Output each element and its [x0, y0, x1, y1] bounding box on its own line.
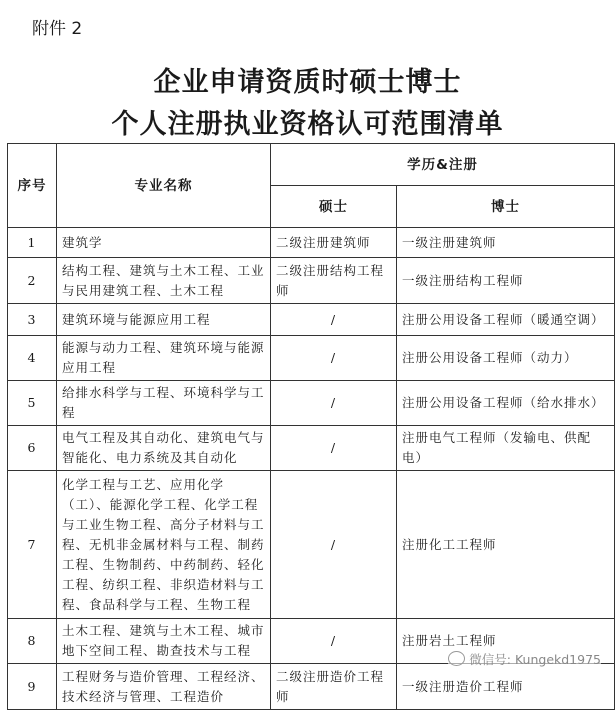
row-major: 电气工程及其自动化、建筑电气与智能化、电力系统及其自动化	[57, 426, 271, 471]
row-doctor: 一级注册结构工程师	[397, 258, 615, 304]
header-doctor: 博士	[397, 186, 615, 228]
row-no: 9	[8, 664, 57, 710]
row-major: 给排水科学与工程、环境科学与工程	[57, 381, 271, 426]
row-no: 2	[8, 258, 57, 304]
wechat-icon	[448, 651, 465, 666]
row-doctor: 一级注册建筑师	[397, 228, 615, 258]
row-master: 二级注册建筑师	[271, 228, 397, 258]
row-doctor: 一级注册造价工程师	[397, 664, 615, 710]
header-no: 序号	[8, 144, 57, 228]
row-master: /	[271, 619, 397, 664]
table-row	[8, 228, 615, 258]
document-title-line2: 个人注册执业资格认可范围清单	[111, 109, 504, 140]
row-no: 1	[8, 228, 57, 258]
row-major: 土木工程、建筑与土木工程、城市地下空间工程、勘查技术与工程	[57, 619, 271, 664]
row-no: 6	[8, 426, 57, 471]
row-major: 工程财务与造价管理、工程经济、技术经济与管理、工程造价	[57, 664, 271, 710]
table-row	[8, 426, 615, 471]
row-no: 8	[8, 619, 57, 664]
row-doctor: 注册公用设备工程师（给水排水）	[397, 381, 615, 426]
row-doctor: 注册化工工程师	[397, 471, 615, 619]
row-no: 7	[8, 471, 57, 619]
header-major: 专业名称	[57, 144, 271, 228]
header-master: 硕士	[271, 186, 397, 228]
row-major: 建筑环境与能源应用工程	[57, 304, 271, 336]
row-doctor: 注册公用设备工程师（动力）	[397, 336, 615, 381]
row-doctor: 注册岩土工程师	[397, 619, 615, 664]
header-education-registration: 学历&注册	[271, 144, 615, 186]
table-row	[8, 664, 615, 710]
table-row	[8, 381, 615, 426]
table-row	[8, 304, 615, 336]
annex-label: 附件 2	[32, 19, 83, 39]
row-major: 建筑学	[57, 228, 271, 258]
table-row	[8, 336, 615, 381]
row-master: /	[271, 471, 397, 619]
document-title-line1: 企业申请资质时硕士博士	[153, 67, 462, 98]
row-doctor: 注册电气工程师（发输电、供配电）	[397, 426, 615, 471]
row-master: /	[271, 381, 397, 426]
row-major: 结构工程、建筑与土木工程、工业与民用建筑工程、土木工程	[57, 258, 271, 304]
qualification-table	[7, 143, 615, 710]
row-no: 5	[8, 381, 57, 426]
row-master: 二级注册造价工程师	[271, 664, 397, 710]
row-doctor: 注册公用设备工程师（暖通空调）	[397, 304, 615, 336]
row-master: /	[271, 304, 397, 336]
watermark-text: 微信号: Kungekd1975	[469, 652, 601, 667]
row-master: /	[271, 336, 397, 381]
row-master: /	[271, 426, 397, 471]
table-row	[8, 258, 615, 304]
row-no: 3	[8, 304, 57, 336]
wechat-watermark	[448, 650, 601, 668]
row-master: 二级注册结构工程师	[271, 258, 397, 304]
row-major: 能源与动力工程、建筑环境与能源应用工程	[57, 336, 271, 381]
table-row	[8, 471, 615, 619]
row-no: 4	[8, 336, 57, 381]
row-major: 化学工程与工艺、应用化学（工）、能源化学工程、化学工程与工业生物工程、高分子材料与工程、无机非金属材料与工程、制药工程、生物制药、中药制药、轻化工程、纺织工程、非织造材料与工程、食品科学与工程、生物工程	[57, 471, 271, 619]
